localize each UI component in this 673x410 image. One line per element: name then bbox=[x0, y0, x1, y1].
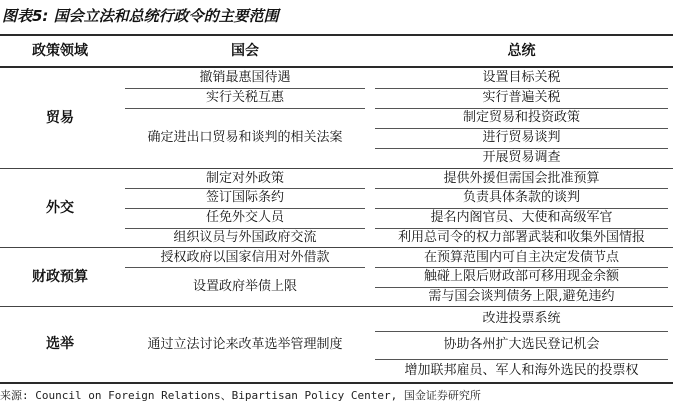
row-divider bbox=[375, 287, 668, 288]
president-item: 协助各州扩大选民登记机会 bbox=[443, 337, 600, 352]
row-divider bbox=[375, 128, 668, 129]
source-note: 来源: Council on Foreign Relations、Bipartisan Policy Center, 国金证券研究所 bbox=[0, 389, 481, 402]
row-divider bbox=[375, 148, 668, 149]
president-item: 制定贸易和投资政策 bbox=[462, 110, 580, 125]
president-item: 需与国会谈判债务上限,避免违约 bbox=[428, 289, 615, 304]
congress-item: 撤销最惠国待遇 bbox=[199, 70, 291, 85]
row-divider bbox=[375, 208, 668, 209]
row-divider bbox=[375, 188, 668, 189]
congress-item: 通过立法讨论来改革选举管理制度 bbox=[147, 337, 343, 352]
row-divider bbox=[375, 88, 668, 89]
category-fiscal-budget: 财政预算 bbox=[32, 269, 88, 285]
category-foreign-affairs: 外交 bbox=[46, 200, 74, 216]
congress-item: 组织议员与外国政府交流 bbox=[173, 230, 317, 245]
row-divider bbox=[375, 108, 668, 109]
row-divider bbox=[125, 188, 365, 189]
congress-item: 实行关税互惠 bbox=[205, 90, 284, 105]
congress-item: 设置政府举债上限 bbox=[192, 279, 297, 294]
president-item: 触碰上限后财政部可移用现金余额 bbox=[423, 269, 619, 284]
figure-title: 图表5: 国会立法和总统行政令的主要范围 bbox=[2, 7, 279, 25]
president-item: 进行贸易谈判 bbox=[482, 130, 561, 145]
president-item: 改进投票系统 bbox=[482, 311, 561, 326]
row-divider bbox=[375, 331, 668, 332]
congress-item: 授权政府以国家信用对外借款 bbox=[160, 250, 330, 265]
header-congress: 国会 bbox=[231, 43, 259, 59]
president-item: 提供外援但需国会批准预算 bbox=[443, 171, 600, 186]
congress-item: 制定对外政策 bbox=[205, 171, 284, 186]
table-bottom-rule bbox=[0, 382, 673, 384]
row-divider bbox=[125, 108, 365, 109]
president-item: 利用总司令的权力部署武装和收集外国情报 bbox=[397, 230, 645, 245]
row-divider bbox=[375, 267, 668, 268]
congress-item: 签订国际条约 bbox=[205, 190, 284, 205]
row-divider bbox=[125, 228, 365, 229]
president-item: 在预算范围内可自主决定发债节点 bbox=[423, 250, 619, 265]
row-divider bbox=[375, 359, 668, 360]
header-policy-domain: 政策领域 bbox=[32, 43, 88, 59]
category-elections: 选举 bbox=[46, 336, 74, 352]
congress-item: 任免外交人员 bbox=[205, 210, 284, 225]
president-item: 实行普遍关税 bbox=[482, 90, 561, 105]
row-divider bbox=[375, 228, 668, 229]
row-divider bbox=[125, 88, 365, 89]
category-trade: 贸易 bbox=[46, 110, 74, 126]
congress-item: 确定进出口贸易和谈判的相关法案 bbox=[147, 130, 343, 145]
president-item: 负责具体条款的谈判 bbox=[462, 190, 580, 205]
president-item: 增加联邦雇员、军人和海外选民的投票权 bbox=[404, 363, 639, 378]
president-item: 提名内阁官员、大使和高级军官 bbox=[430, 210, 613, 225]
president-item: 开展贸易调查 bbox=[482, 150, 561, 165]
row-divider bbox=[125, 208, 365, 209]
row-divider bbox=[125, 267, 365, 268]
header-president: 总统 bbox=[507, 43, 536, 59]
president-item: 设置目标关税 bbox=[482, 70, 561, 85]
